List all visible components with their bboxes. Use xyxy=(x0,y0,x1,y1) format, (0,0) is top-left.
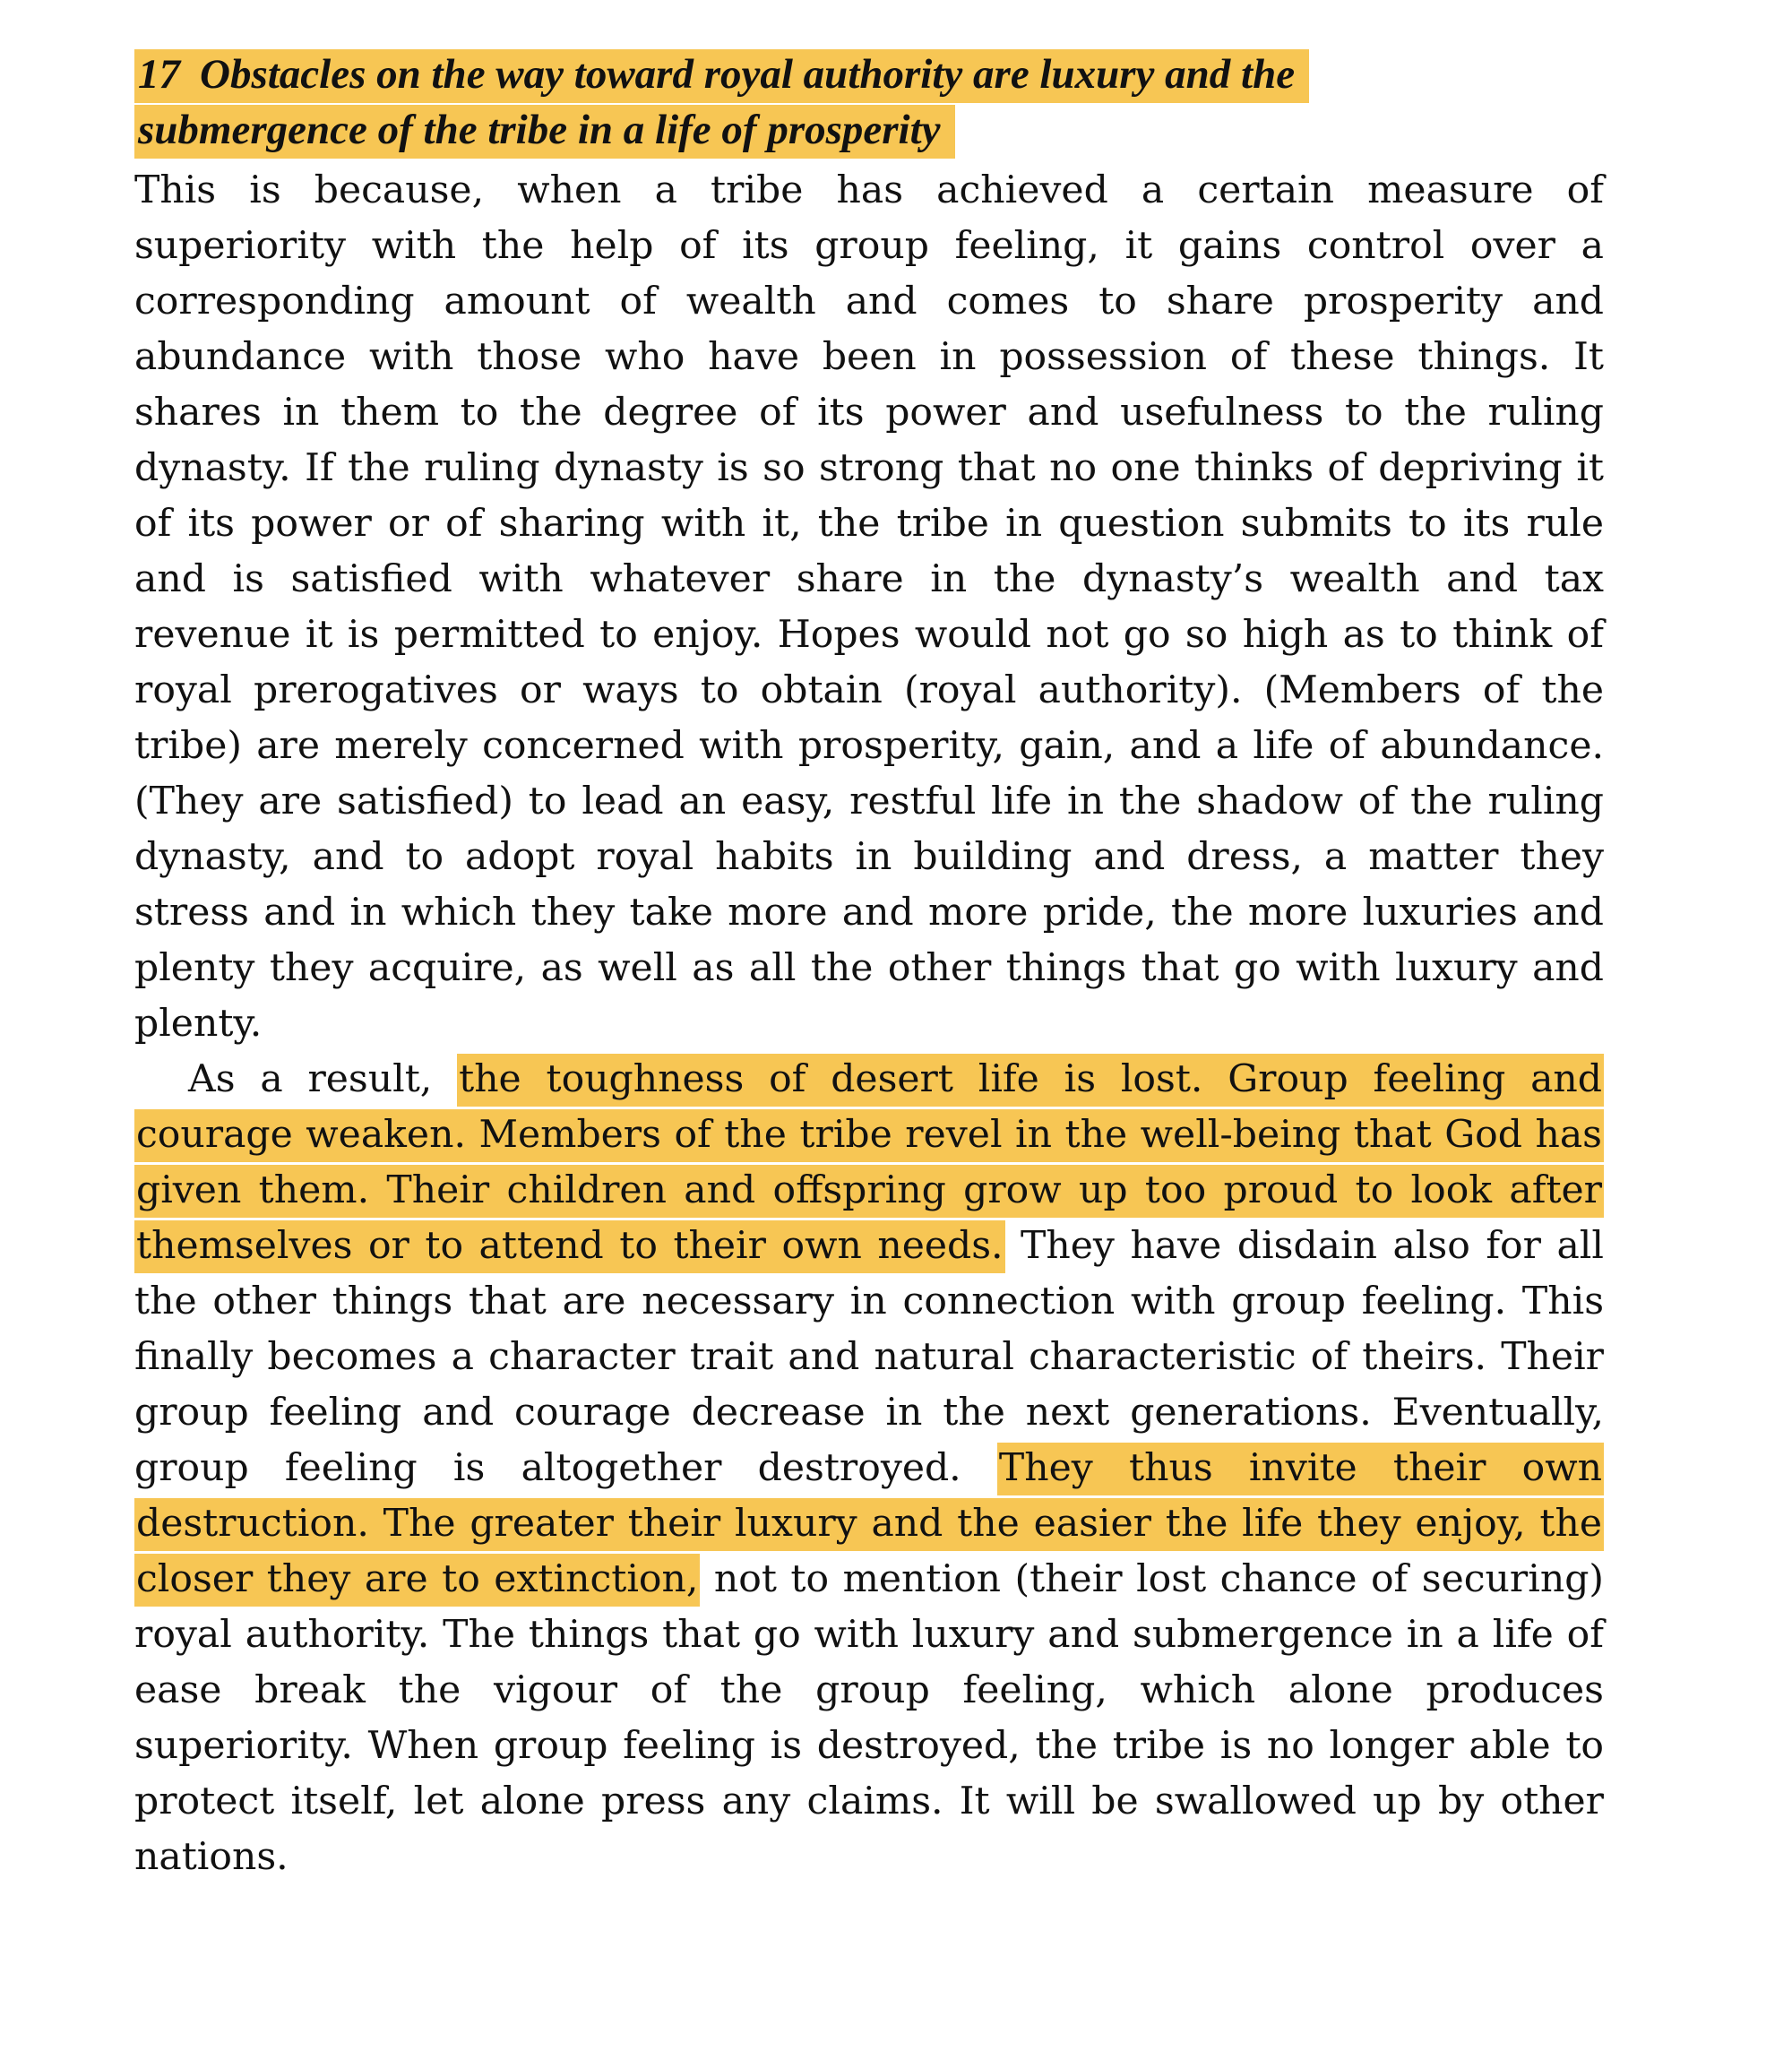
section-title: Obstacles on the way toward royal authority are luxury and the submergence of the tribe in a life of prosperity xyxy=(138,51,1296,153)
section-heading xyxy=(134,47,1532,158)
heading-highlight xyxy=(134,49,1309,159)
paragraph-2-text-c: not to mention (their lost chance of securing) royal authority. The things that go with luxury and submergence in a life of ease break the vigour of the group feeling, which alone produces superiority. When group feeling is destroyed, the tribe is no longer able to protect itself, let alone press any claims. It will be swallowed up by other nations. xyxy=(134,1557,1604,1879)
highlighted-passage-2: They thus invite their own destruction. The greater their luxury and the easier the life they enjoy, the closer they are to extinction, xyxy=(134,1443,1604,1607)
paragraph-2-text-a: As a result, xyxy=(188,1057,458,1101)
paragraph-1: This is because, when a tribe has achieved a certain measure of superiority with the help of its group feeling, it gains control over a corresponding amount of wealth and comes to share prosperity and abundance with those who have been in possession of these things. It shares in them to the degree of its power and usefulness to the ruling dynasty. If the ruling dynasty is so strong that no one thinks of depriving it of its power or of sharing with it, the tribe in question submits to its rule and is satisfied with whatever share in the dynasty’s wealth and tax revenue it is permitted to enjoy. Hopes would not go so high as to think of royal prerogatives or ways to obtain (royal authority). (Members of the tribe) are merely concerned with prosperity, gain, and a life of abundance. (They are satisfied) to lead an easy, restful life in the shadow of the ruling dynasty, and to adopt royal habits in building and dress, a matter they stress and in which they take more and more pride, the more luxuries and plenty they acquire, as well as all the other things that go with luxury and plenty. xyxy=(134,168,1604,1046)
document-page xyxy=(134,47,1604,1885)
highlighted-passage-1: the toughness of desert life is lost. Group feeling and courage weaken. Members of the tribe revel in the well-being that God has given them. Their children and offspring grow up too proud to look after themselves or to attend to their own needs. xyxy=(134,1054,1604,1273)
paragraph-2 xyxy=(134,1052,1604,1885)
section-number: 17 xyxy=(138,51,180,98)
paragraph-2-text-b: They have disdain also for all the other things that are necessary in connection with group feeling. This finally becomes a character trait and natural characteristic of theirs. Their group feeling and courage decrease in the next generations. Eventually, group feeling is altogether destroyed. xyxy=(134,1224,1604,1490)
